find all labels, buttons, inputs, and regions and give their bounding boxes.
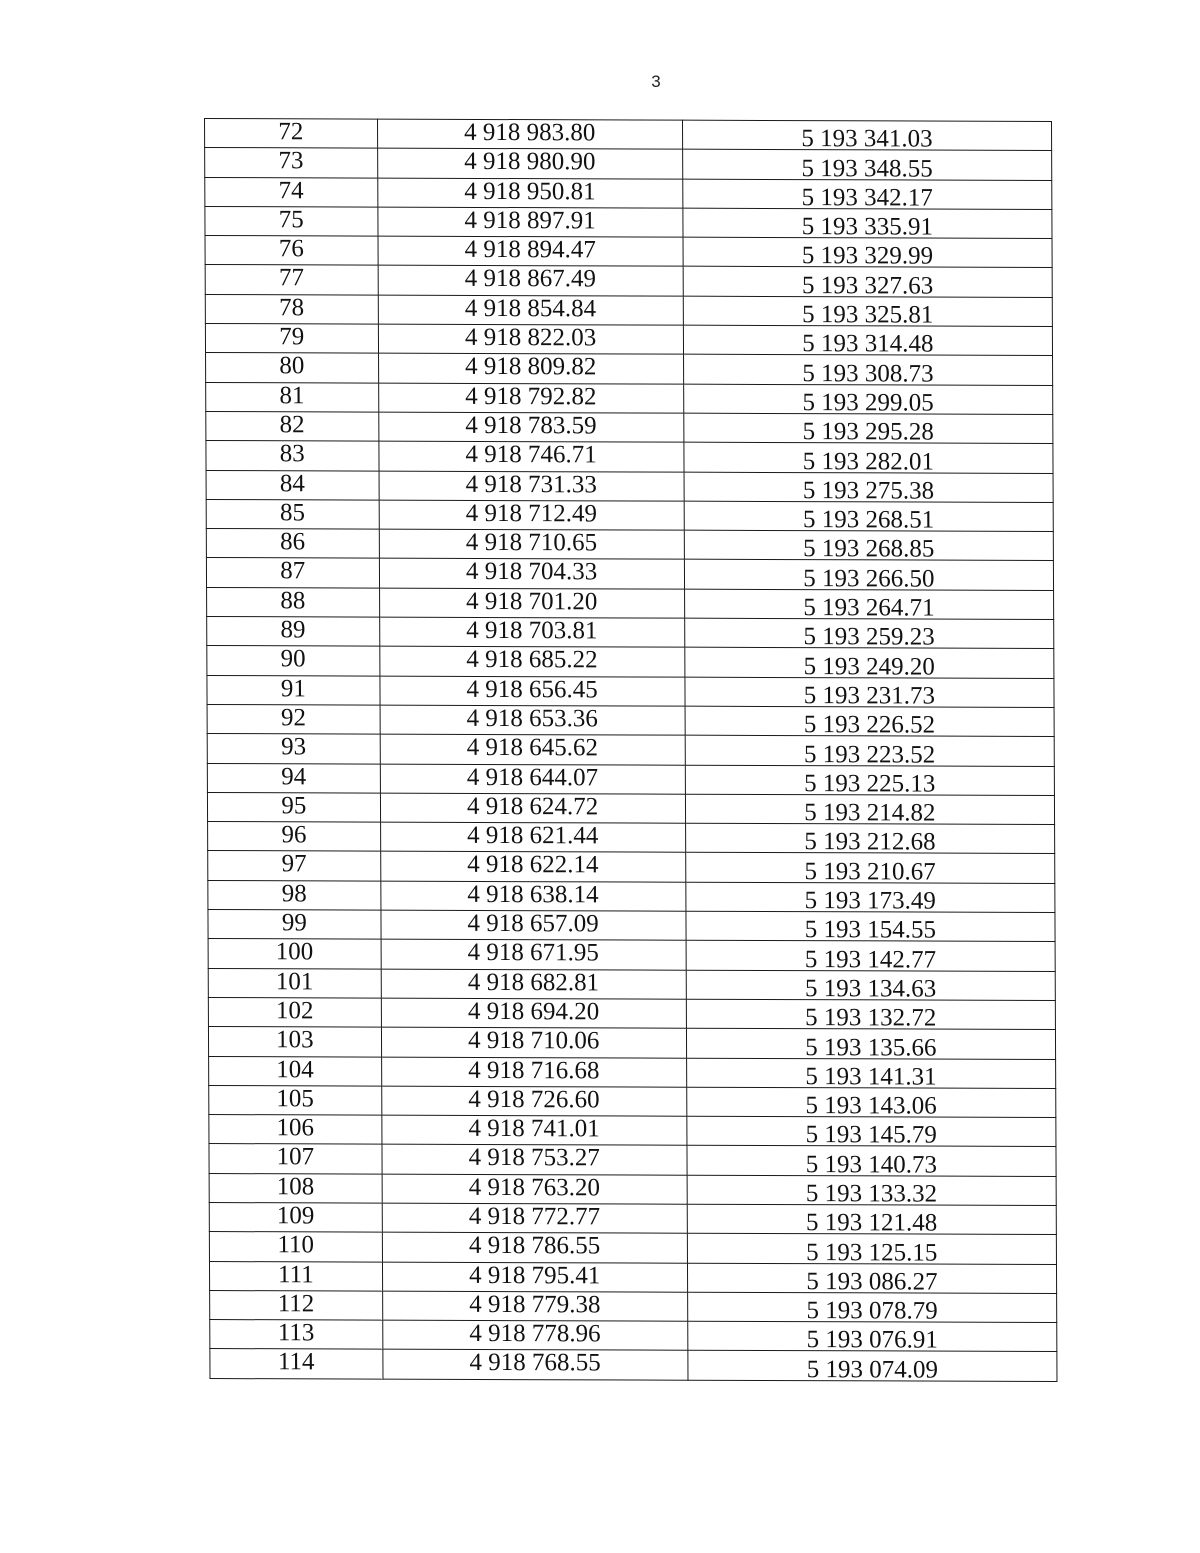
x-coordinate-cell-text: 4 918 644.07	[466, 763, 599, 791]
point-number-cell	[208, 822, 381, 852]
y-coordinate-cell	[683, 355, 1052, 386]
y-coordinate-cell-text: 5 193 308.73	[802, 359, 934, 388]
x-coordinate-cell-text: 4 918 682.81	[467, 968, 600, 996]
point-number-cell	[205, 119, 378, 149]
point-number-cell	[207, 704, 380, 734]
x-coordinate-cell	[382, 1262, 687, 1292]
x-coordinate-cell-text: 4 918 809.82	[465, 353, 597, 381]
point-number-cell-text: 99	[281, 909, 307, 937]
x-coordinate-cell-text: 4 918 772.77	[468, 1202, 601, 1231]
y-coordinate-cell-text: 5 193 314.48	[802, 330, 934, 358]
x-coordinate-cell	[382, 1145, 687, 1175]
y-coordinate-cell	[684, 560, 1053, 591]
y-coordinate-cell	[687, 1175, 1056, 1206]
x-coordinate-cell	[378, 383, 683, 413]
x-coordinate-cell-text: 4 918 950.81	[464, 177, 596, 205]
point-number-cell-text: 79	[279, 323, 305, 351]
x-coordinate-cell-text: 4 918 746.71	[465, 441, 597, 469]
y-coordinate-cell-text: 5 193 223.52	[803, 740, 936, 769]
y-coordinate-cell	[684, 618, 1053, 649]
y-coordinate-cell	[685, 823, 1054, 854]
x-coordinate-cell	[377, 148, 682, 178]
point-number-cell-text: 103	[276, 1026, 314, 1054]
point-number-cell-text: 94	[281, 762, 307, 790]
x-coordinate-cell-text: 4 918 685.22	[466, 646, 598, 674]
x-coordinate-cell-text: 4 918 980.90	[464, 148, 596, 176]
x-coordinate-cell-text: 4 918 653.36	[466, 704, 598, 733]
y-coordinate-cell-text: 5 193 268.85	[803, 535, 935, 564]
y-coordinate-cell-text: 5 193 299.05	[802, 389, 934, 417]
y-coordinate-cell	[686, 1028, 1055, 1062]
y-coordinate-cell	[685, 765, 1054, 796]
x-coordinate-cell-text: 4 918 779.38	[469, 1290, 601, 1319]
point-number-cell	[208, 880, 381, 910]
y-coordinate-cell	[687, 1233, 1056, 1267]
y-coordinate-cell-text: 5 193 225.13	[804, 769, 936, 798]
y-coordinate-cell	[683, 384, 1052, 415]
x-coordinate-cell-text: 4 918 778.96	[469, 1320, 601, 1348]
x-coordinate-cell-text: 4 918 621.44	[467, 822, 599, 850]
x-coordinate-cell	[381, 1027, 686, 1057]
x-coordinate-cell	[380, 676, 685, 706]
y-coordinate-cell-text: 5 193 142.77	[804, 945, 937, 974]
y-coordinate-cell-text: 5 193 121.48	[805, 1209, 938, 1237]
point-number-cell-text: 73	[278, 147, 304, 175]
point-number-cell-text: 96	[281, 821, 307, 849]
y-coordinate-cell-text: 5 193 342.17	[801, 183, 933, 212]
y-coordinate-cell	[682, 120, 1051, 151]
y-coordinate-cell-text: 5 193 132.72	[805, 1004, 937, 1032]
y-coordinate-cell	[683, 296, 1052, 327]
point-number-cell-text: 113	[277, 1319, 315, 1347]
point-number-cell	[207, 646, 380, 676]
point-number-cell	[208, 910, 381, 940]
point-number-cell-text: 87	[280, 557, 306, 585]
x-coordinate-cell-text: 4 918 624.72	[466, 792, 599, 821]
y-coordinate-cell-text: 5 193 133.32	[805, 1180, 938, 1208]
y-coordinate-cell-text: 5 193 325.81	[802, 301, 934, 329]
x-coordinate-cell	[379, 617, 684, 647]
y-coordinate-cell-text: 5 193 226.52	[803, 711, 936, 739]
point-number-cell-text: 111	[277, 1260, 314, 1288]
point-number-cell	[207, 734, 380, 764]
y-coordinate-cell-text: 5 193 264.71	[803, 594, 935, 622]
point-number-cell	[206, 470, 379, 500]
y-coordinate-cell-text: 5 193 076.91	[806, 1326, 938, 1355]
point-number-cell-text: 91	[280, 674, 306, 703]
point-number-cell-text: 95	[281, 792, 307, 820]
point-number-cell	[208, 968, 381, 998]
y-coordinate-cell-text: 5 193 078.79	[806, 1297, 938, 1325]
x-coordinate-cell	[380, 705, 685, 735]
x-coordinate-cell	[380, 881, 685, 911]
point-number-cell	[209, 1056, 382, 1086]
x-coordinate-cell	[378, 412, 683, 442]
table-row	[205, 119, 1052, 151]
point-number-cell-text: 75	[278, 206, 304, 234]
point-number-cell	[205, 148, 378, 178]
x-coordinate-cell-text: 4 918 763.20	[468, 1173, 600, 1202]
x-coordinate-cell-text: 4 918 671.95	[467, 939, 599, 967]
y-coordinate-cell	[688, 1351, 1057, 1382]
x-coordinate-cell-text: 4 918 741.01	[468, 1115, 600, 1143]
y-coordinate-cell-text: 5 193 295.28	[802, 418, 934, 446]
y-coordinate-cell-text: 5 193 074.09	[806, 1355, 938, 1384]
point-number-cell	[205, 177, 378, 207]
point-number-cell	[206, 499, 379, 529]
y-coordinate-cell	[686, 1087, 1055, 1118]
x-coordinate-cell	[380, 734, 685, 764]
y-coordinate-cell	[686, 911, 1055, 942]
point-number-cell	[209, 1232, 382, 1262]
point-number-cell	[205, 294, 378, 324]
y-coordinate-cell-text: 5 193 259.23	[803, 623, 935, 651]
y-coordinate-cell-text: 5 193 154.55	[804, 916, 937, 944]
y-coordinate-cell	[683, 413, 1052, 444]
point-number-cell	[210, 1349, 383, 1379]
x-coordinate-cell-text: 4 918 753.27	[468, 1144, 600, 1172]
point-number-cell	[210, 1290, 383, 1320]
point-number-cell	[207, 763, 380, 793]
y-coordinate-cell-text: 5 193 141.31	[805, 1062, 937, 1091]
x-coordinate-cell-text: 4 918 822.03	[464, 323, 597, 352]
point-number-cell	[206, 441, 379, 471]
y-coordinate-cell-text: 5 193 335.91	[801, 213, 933, 241]
x-coordinate-cell-text: 4 918 795.41	[468, 1261, 601, 1289]
y-coordinate-cell-text: 5 193 231.73	[803, 682, 936, 710]
y-coordinate-cell	[687, 1116, 1056, 1147]
x-coordinate-cell	[382, 1291, 687, 1321]
point-number-cell	[209, 1203, 382, 1233]
y-coordinate-cell	[686, 970, 1055, 1001]
x-coordinate-cell	[381, 910, 686, 940]
point-number-cell	[208, 939, 381, 969]
y-coordinate-cell	[685, 853, 1054, 884]
point-number-cell	[209, 1173, 382, 1203]
point-number-cell-text: 104	[276, 1055, 314, 1083]
y-coordinate-cell	[686, 941, 1055, 972]
point-number-cell-text: 84	[279, 469, 305, 497]
point-number-cell	[206, 382, 379, 412]
x-coordinate-cell-text: 4 918 897.91	[464, 206, 596, 235]
y-coordinate-cell	[687, 1204, 1056, 1235]
x-coordinate-cell-text: 4 918 726.60	[468, 1085, 600, 1114]
y-coordinate-cell	[683, 325, 1052, 356]
point-number-cell	[209, 1261, 382, 1291]
point-number-cell	[209, 1144, 382, 1174]
y-coordinate-cell	[686, 999, 1055, 1030]
point-number-cell	[210, 1320, 383, 1350]
y-coordinate-cell	[684, 472, 1053, 503]
point-number-cell-text: 89	[280, 616, 306, 644]
x-coordinate-cell-text: 4 918 701.20	[466, 587, 598, 616]
x-coordinate-cell	[382, 1174, 687, 1204]
point-number-cell	[205, 265, 378, 295]
x-coordinate-cell	[381, 1057, 686, 1087]
x-coordinate-cell	[378, 266, 683, 296]
point-number-cell-text: 83	[279, 440, 305, 468]
x-coordinate-cell	[381, 1115, 686, 1145]
point-number-cell-text: 100	[275, 938, 314, 966]
point-number-cell	[206, 411, 379, 441]
y-coordinate-cell-text: 5 193 135.66	[805, 1033, 937, 1062]
x-coordinate-cell-text: 4 918 854.84	[464, 294, 597, 323]
point-number-cell-text: 85	[279, 499, 306, 527]
point-number-cell-text: 88	[280, 587, 306, 615]
point-number-cell-text: 97	[281, 850, 307, 878]
x-coordinate-cell	[380, 822, 685, 852]
y-coordinate-cell-text: 5 193 249.20	[803, 652, 935, 681]
point-number-cell	[207, 792, 380, 822]
point-number-cell-text: 81	[279, 381, 305, 410]
x-coordinate-cell-text: 4 918 638.14	[467, 880, 599, 909]
x-coordinate-cell	[382, 1350, 687, 1380]
point-number-cell-text: 80	[279, 352, 305, 380]
y-coordinate-cell-text: 5 193 266.50	[803, 564, 935, 593]
y-coordinate-cell	[685, 706, 1054, 737]
x-coordinate-cell	[378, 324, 683, 354]
y-coordinate-cell	[682, 179, 1051, 210]
x-coordinate-cell-text: 4 918 657.09	[467, 909, 599, 938]
y-coordinate-cell-text: 5 193 140.73	[805, 1150, 938, 1179]
coordinates-table	[204, 118, 1057, 1382]
y-coordinate-cell-text: 5 193 275.38	[802, 476, 935, 505]
y-coordinate-cell-text: 5 193 086.27	[806, 1267, 938, 1296]
x-coordinate-cell-text: 4 918 712.49	[465, 499, 598, 528]
y-coordinate-cell	[683, 237, 1052, 271]
point-number-cell-text: 78	[279, 294, 305, 322]
point-number-cell	[209, 1115, 382, 1145]
y-coordinate-cell	[683, 208, 1052, 239]
x-coordinate-cell	[381, 1086, 686, 1116]
x-coordinate-cell	[382, 1320, 687, 1350]
x-coordinate-cell	[381, 998, 686, 1028]
point-number-cell-text: 107	[276, 1143, 315, 1171]
x-coordinate-cell	[381, 969, 686, 999]
x-coordinate-cell	[379, 500, 684, 530]
x-coordinate-cell	[378, 295, 683, 325]
point-number-cell	[206, 353, 379, 383]
x-coordinate-cell-text: 4 918 645.62	[466, 734, 599, 762]
y-coordinate-cell	[684, 530, 1053, 564]
x-coordinate-cell-text: 4 918 622.14	[467, 851, 599, 879]
point-number-cell-text: 86	[280, 528, 306, 556]
point-number-cell-text: 110	[277, 1231, 315, 1259]
x-coordinate-cell	[378, 353, 683, 383]
point-number-cell	[209, 1085, 382, 1115]
x-coordinate-cell-text: 4 918 867.49	[464, 265, 597, 293]
y-coordinate-cell	[684, 648, 1053, 679]
y-coordinate-cell-text: 5 193 210.67	[804, 857, 936, 886]
x-coordinate-cell	[382, 1232, 687, 1262]
y-coordinate-cell-text: 5 193 268.51	[802, 506, 935, 534]
x-coordinate-cell-text: 4 918 656.45	[466, 675, 598, 704]
x-coordinate-cell	[377, 207, 682, 237]
point-number-cell-text: 102	[275, 997, 314, 1025]
x-coordinate-cell-text: 4 918 783.59	[465, 411, 597, 440]
y-coordinate-cell	[682, 149, 1051, 183]
x-coordinate-cell-text: 4 918 704.33	[465, 558, 598, 586]
y-coordinate-cell-text: 5 193 134.63	[804, 975, 937, 1003]
x-coordinate-cell	[379, 471, 684, 501]
x-coordinate-cell	[381, 939, 686, 969]
point-number-cell	[208, 1027, 381, 1057]
x-coordinate-cell	[377, 119, 682, 149]
x-coordinate-cell	[379, 588, 684, 618]
point-number-cell-text: 93	[280, 733, 307, 761]
y-coordinate-cell-text: 5 193 329.99	[801, 242, 934, 271]
x-coordinate-cell	[380, 793, 685, 823]
y-coordinate-cell-text: 5 193 341.03	[801, 125, 933, 153]
point-number-cell-text: 112	[277, 1290, 315, 1318]
x-coordinate-cell-text: 4 918 894.47	[464, 236, 596, 264]
point-number-cell	[207, 675, 380, 705]
y-coordinate-cell	[685, 794, 1054, 825]
point-number-cell	[205, 236, 378, 266]
y-coordinate-cell-text: 5 193 348.55	[801, 154, 933, 183]
point-number-cell-text: 82	[279, 411, 305, 439]
x-coordinate-cell	[379, 559, 684, 589]
point-number-cell-text: 74	[278, 176, 304, 204]
y-coordinate-cell-text: 5 193 214.82	[804, 799, 936, 827]
x-coordinate-cell	[379, 441, 684, 471]
point-number-cell	[206, 529, 379, 559]
x-coordinate-cell	[379, 646, 684, 676]
x-coordinate-cell-text: 4 918 786.55	[468, 1232, 601, 1260]
point-number-cell-text: 72	[278, 118, 304, 146]
point-number-cell-text: 114	[277, 1348, 315, 1376]
y-coordinate-cell-text: 5 193 145.79	[805, 1121, 937, 1149]
x-coordinate-cell-text: 4 918 710.65	[465, 529, 598, 557]
table-body	[205, 119, 1057, 1382]
point-number-cell	[207, 587, 380, 617]
y-coordinate-cell	[684, 501, 1053, 532]
y-coordinate-cell	[686, 1058, 1055, 1089]
point-number-cell	[205, 324, 378, 354]
point-number-cell-text: 92	[280, 704, 306, 732]
point-number-cell	[208, 851, 381, 881]
page-number: 3	[651, 72, 661, 91]
x-coordinate-cell-text: 4 918 703.81	[466, 616, 598, 645]
x-coordinate-cell-text: 4 918 731.33	[465, 470, 597, 498]
point-number-cell-text: 106	[276, 1114, 315, 1142]
y-coordinate-cell	[687, 1321, 1056, 1355]
y-coordinate-cell	[687, 1263, 1056, 1294]
point-number-cell	[208, 997, 381, 1027]
y-coordinate-cell-text: 5 193 212.68	[804, 828, 936, 856]
point-number-cell-text: 108	[276, 1172, 315, 1201]
point-number-cell-text: 105	[276, 1085, 314, 1113]
x-coordinate-cell-text: 4 918 716.68	[468, 1056, 600, 1084]
x-coordinate-cell	[380, 852, 685, 882]
x-coordinate-cell-text: 4 918 710.06	[467, 1027, 600, 1055]
y-coordinate-cell-text: 5 193 173.49	[804, 887, 936, 915]
y-coordinate-cell	[684, 589, 1053, 620]
x-coordinate-cell	[377, 178, 682, 208]
x-coordinate-cell-text: 4 918 768.55	[469, 1349, 601, 1377]
y-coordinate-cell	[683, 267, 1052, 298]
x-coordinate-cell	[378, 236, 683, 266]
point-number-cell-text: 98	[281, 879, 307, 908]
y-coordinate-cell	[684, 442, 1053, 476]
y-coordinate-cell-text: 5 193 282.01	[802, 447, 935, 476]
x-coordinate-cell-text: 4 918 792.82	[465, 382, 597, 411]
point-number-cell-text: 101	[275, 967, 314, 995]
x-coordinate-cell	[380, 764, 685, 794]
y-coordinate-cell-text: 5 193 327.63	[801, 271, 934, 300]
y-coordinate-cell	[687, 1292, 1056, 1323]
x-coordinate-cell-text: 4 918 983.80	[464, 118, 596, 147]
y-coordinate-cell	[687, 1146, 1056, 1177]
x-coordinate-cell-text: 4 918 694.20	[467, 997, 600, 1026]
point-number-cell	[206, 558, 379, 588]
y-coordinate-cell	[685, 677, 1054, 708]
y-coordinate-cell	[685, 735, 1054, 769]
point-number-cell-text: 77	[278, 264, 305, 292]
point-number-cell	[207, 617, 380, 647]
y-coordinate-cell-text: 5 193 125.15	[806, 1238, 938, 1267]
point-number-cell	[205, 206, 378, 236]
point-number-cell-text: 90	[280, 645, 306, 673]
point-number-cell-text: 76	[278, 235, 304, 263]
x-coordinate-cell	[379, 529, 684, 559]
y-coordinate-cell	[686, 882, 1055, 913]
y-coordinate-cell-text: 5 193 143.06	[805, 1092, 937, 1120]
x-coordinate-cell	[382, 1203, 687, 1233]
point-number-cell-text: 109	[276, 1202, 315, 1230]
